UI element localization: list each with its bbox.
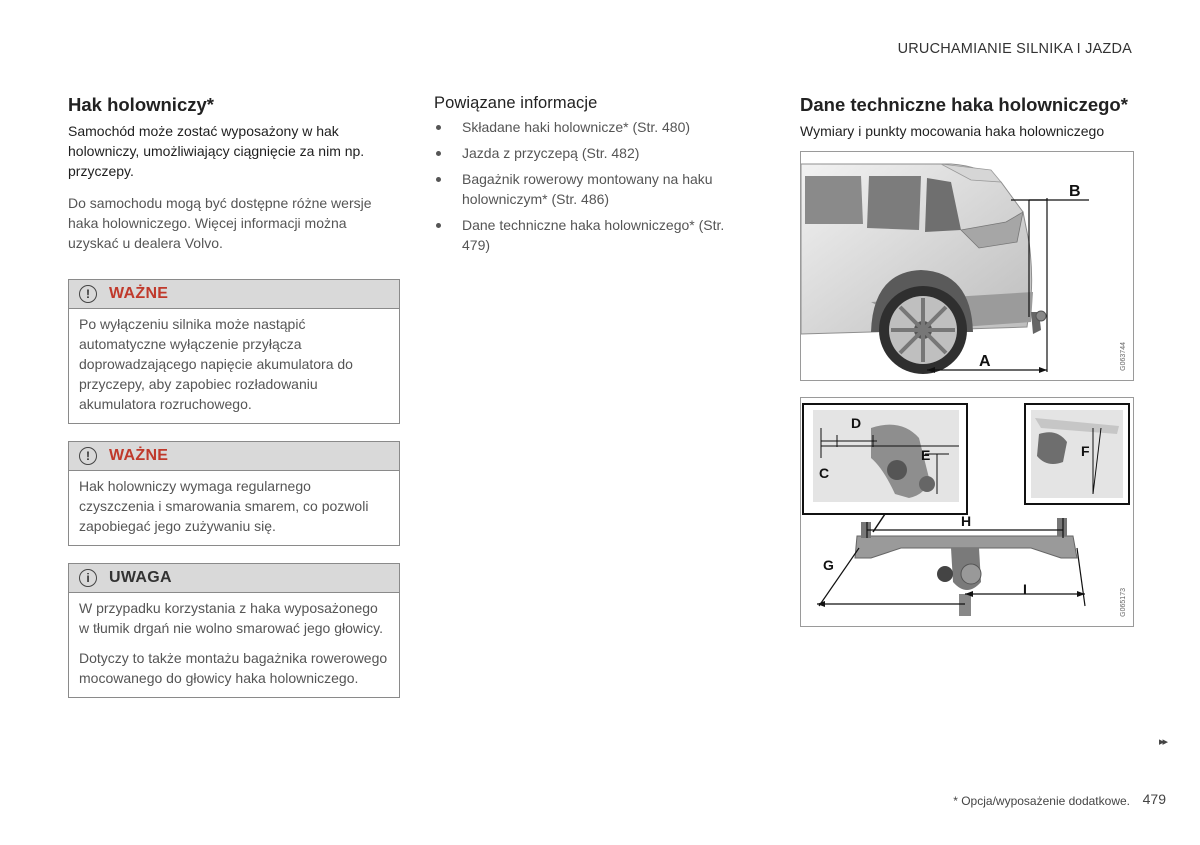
notice-header	[69, 442, 399, 471]
column-related-info	[434, 94, 734, 261]
label-c: C	[819, 465, 830, 482]
label-h: H	[961, 513, 972, 530]
continue-arrows-icon: ▸▸	[1158, 736, 1166, 748]
figure-hitch-dimensions	[800, 397, 1134, 627]
related-link-folding-hitch[interactable]: Składane haki holownicze* (Str. 480)	[434, 117, 734, 137]
label-a: A	[979, 353, 991, 371]
tech-subtitle: Wymiary i punkty mocowania haka holowniczego	[800, 123, 1105, 140]
car-rear-illustration	[801, 152, 1133, 380]
notice-header	[69, 280, 399, 309]
notice-text: W przypadku korzystania z haka wyposażonego w tłumik drgań nie wolno smarować jego głowicy.	[79, 600, 383, 637]
related-link-tech-data[interactable]: Dane techniczne haka holowniczego* (Str. 479)	[434, 215, 734, 255]
body-text: Do samochodu mogą być dostępne różne wersje haka holowniczego. Więcej informacji można uzyskać u dealera Volvo.	[68, 195, 372, 252]
notice-title: UWAGA	[109, 569, 172, 587]
notice-body	[69, 471, 399, 545]
notice-text: Dotyczy to także montażu bagażnika rowerowego mocowanego do głowicy haka holowniczego.	[79, 650, 388, 687]
figure-car-dimensions	[800, 151, 1134, 381]
label-i: I	[1023, 581, 1027, 598]
column-tech-data	[800, 94, 1134, 627]
info-icon: i	[79, 569, 97, 587]
tech-title: Dane techniczne haka holowniczego*	[800, 94, 1128, 115]
related-list	[434, 117, 734, 255]
label-b: B	[1069, 183, 1081, 201]
page-number: 479	[1142, 791, 1166, 807]
section-title: Hak holowniczy*	[68, 94, 214, 115]
running-header: URUCHAMIANIE SILNIKA I JAZDA	[897, 41, 1132, 57]
exclamation-icon: !	[79, 447, 97, 465]
label-g: G	[823, 557, 834, 574]
notice-important-2	[68, 441, 400, 546]
intro-text: Samochód może zostać wyposażony w hak holowniczy, umożliwiający ciągnięcie za nim np. przyczepy.	[68, 123, 365, 180]
notice-text: Po wyłączeniu silnika może nastąpić automatyczne wyłączenie przyłącza doprowadzającego napięcie akumulatora do przyczepy, aby zapobiec rozładowaniu akumulatora rozruchowego.	[79, 316, 353, 413]
figure-code: G063744	[1120, 342, 1127, 372]
exclamation-icon: !	[79, 285, 97, 303]
label-f: F	[1081, 443, 1090, 460]
notice-body	[69, 309, 399, 423]
notice-body	[69, 593, 399, 697]
notice-header	[69, 564, 399, 593]
notice-title: WAŻNE	[109, 447, 169, 465]
label-d: D	[851, 415, 862, 432]
label-e: E	[921, 447, 931, 464]
related-link-bike-carrier[interactable]: Bagażnik rowerowy montowany na haku holowniczym* (Str. 486)	[434, 169, 734, 209]
notice-note	[68, 563, 400, 698]
column-tow-hitch	[68, 94, 400, 715]
notice-important-1	[68, 279, 400, 424]
figure-code: G065173	[1120, 588, 1127, 618]
notice-text: Hak holowniczy wymaga regularnego czyszczenia i smarowania smarem, co pozwoli zapobiegać jego zużywaniu się.	[79, 478, 369, 535]
notice-title: WAŻNE	[109, 285, 169, 303]
hitch-diagram	[801, 398, 1133, 626]
footnote: * Opcja/wyposażenie dodatkowe.	[953, 794, 1130, 808]
related-link-trailer-driving[interactable]: Jazda z przyczepą (Str. 482)	[434, 143, 734, 163]
related-title: Powiązane informacje	[434, 94, 598, 112]
